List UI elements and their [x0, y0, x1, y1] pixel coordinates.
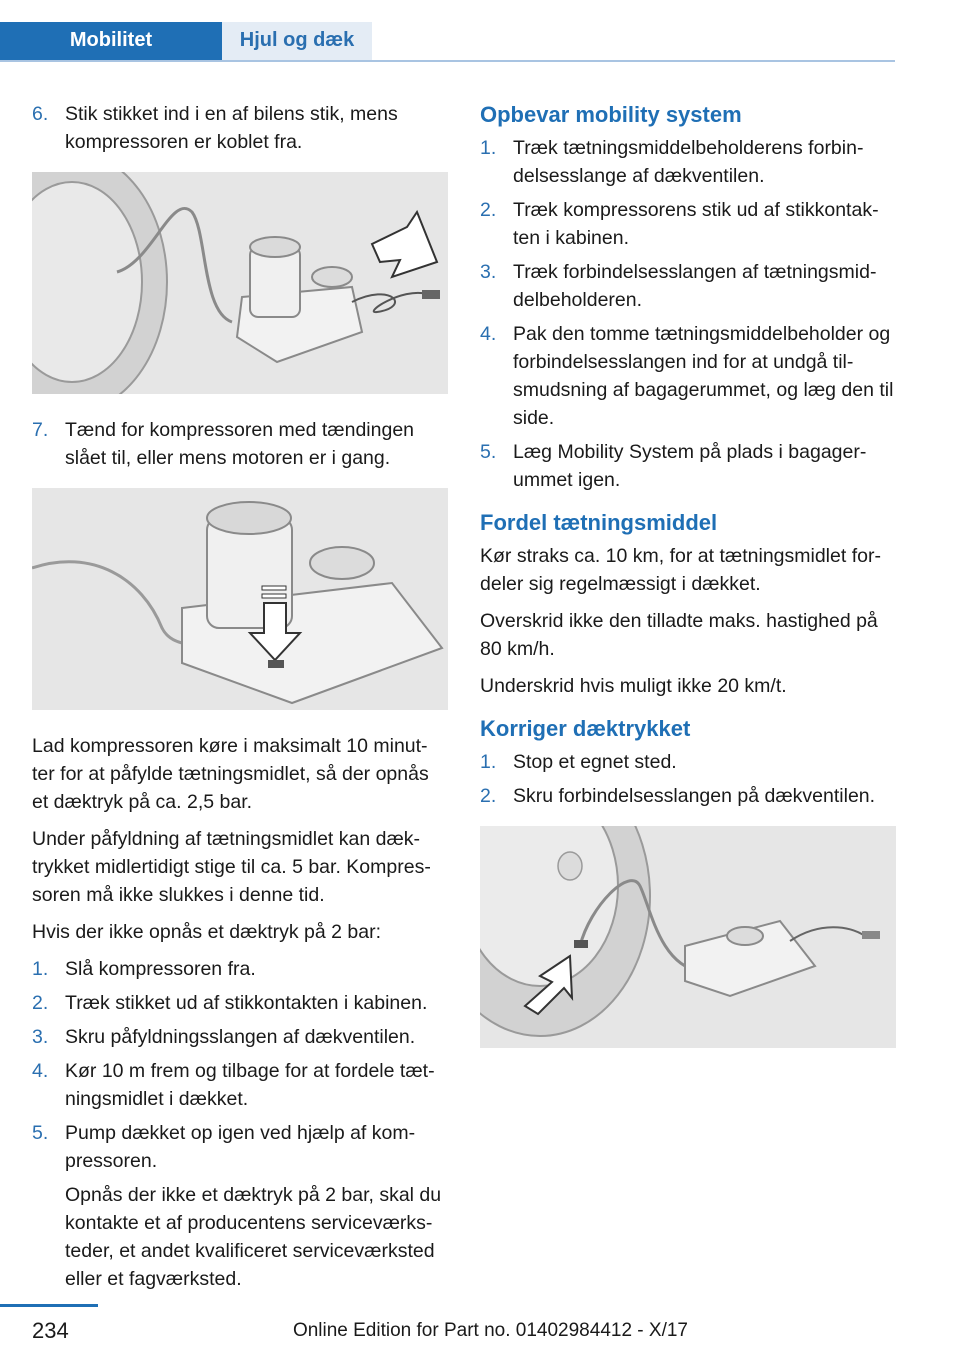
- paragraph: Underskrid hvis muligt ikke 20 km/t.: [480, 675, 787, 697]
- list-item: [32, 1119, 448, 1293]
- step-text: Slå kompressoren fra.: [65, 958, 256, 980]
- inflate-steps-middle: [32, 416, 448, 472]
- step-text: Stik stikket ind i en af bilens stik, mens kompressoren er koblet fra.: [65, 103, 398, 153]
- correct-pressure-steps: [480, 748, 896, 810]
- step-number: 4.: [32, 1060, 49, 1082]
- step-text: Pump dækket op igen ved hjælp af kom‐pressoren.: [65, 1122, 416, 1172]
- illustration-plug-in: [32, 172, 448, 394]
- tab-hjul-og-daek[interactable]: Hjul og dæk: [222, 22, 372, 60]
- step-number: 1.: [480, 137, 497, 159]
- paragraph: Under påfyldning af tætningsmidlet kan dæk‐trykket midlertidigt stige til ca. 5 bar. Kompres‐soren må ikke slukkes i denne tid.: [32, 828, 431, 906]
- left-column: [32, 100, 448, 1299]
- step-number: 5.: [32, 1122, 49, 1144]
- step-note: Opnås der ikke et dæktryk på 2 bar, skal du kontakte et af producentens serviceværks‐teder, et andet kvalificeret serviceværksted eller et fagværksted.: [65, 1184, 442, 1290]
- step-number: 2.: [480, 199, 497, 221]
- list-item: [32, 100, 448, 156]
- list-item: [480, 748, 896, 776]
- step-number: 3.: [32, 1026, 49, 1048]
- step-text: Træk tætningsmiddelbeholderens forbin‐delsesslange af dækventilen.: [513, 137, 864, 187]
- step-text: Træk forbindelsesslangen af tætningsmid‐delbeholderen.: [513, 261, 877, 311]
- step-text: Træk kompressorens stik ud af stikkontak‐ten i kabinen.: [513, 199, 879, 249]
- illustration-connect-hose: [480, 826, 896, 1048]
- right-column: [480, 100, 896, 1070]
- step-number: 3.: [480, 261, 497, 283]
- section-heading: Opbevar mobility system: [480, 102, 742, 127]
- figure-switch-on-compressor: [32, 488, 448, 710]
- step-number: 5.: [480, 441, 497, 463]
- list-item: [480, 320, 896, 432]
- list-item: [32, 416, 448, 472]
- step-number: 4.: [480, 323, 497, 345]
- list-item: [480, 782, 896, 810]
- list-item: [32, 955, 448, 983]
- list-item: [32, 1057, 448, 1113]
- paragraph: Lad kompressoren køre i maksimalt 10 minut‐ter for at påfylde tætningsmidlet, så der opnås et dæktryk på ca. 2,5 bar.: [32, 735, 429, 813]
- section-heading: Fordel tætningsmiddel: [480, 510, 718, 535]
- paragraph: Hvis der ikke opnås et dæktryk på 2 bar:: [32, 921, 381, 943]
- step-number: 1.: [32, 958, 49, 980]
- header-divider: [0, 60, 895, 62]
- paragraph: Kør straks ca. 10 km, for at tætningsmidlet for‐deler sig regelmæssigt i dækket.: [480, 545, 881, 595]
- paragraph: Overskrid ikke den tilladte maks. hastighed på 80 km/h.: [480, 610, 878, 660]
- list-item: [480, 258, 896, 314]
- step-text: Pak den tomme tætningsmiddelbeholder og forbindelsesslangen ind for at undgå til‐smudsning af bagagerummet, og læg den til side.: [513, 323, 894, 429]
- list-item: [480, 196, 896, 252]
- footer-divider: [0, 1304, 98, 1307]
- list-item: [480, 438, 896, 494]
- step-text: Kør 10 m frem og tilbage for at fordele tæt‐ningsmidlet i dækket.: [65, 1060, 435, 1110]
- step-text: Skru påfyldningsslangen af dækventilen.: [65, 1026, 416, 1048]
- edition-note: Online Edition for Part no. 01402984412 - X/17: [292, 1320, 688, 1341]
- list-item: [480, 134, 896, 190]
- step-text: Tænd for kompressoren med tændingen slået til, eller mens motoren er i gang.: [65, 419, 415, 469]
- list-item: [32, 1023, 448, 1051]
- page-number: 234: [32, 1318, 69, 1343]
- step-number: 2.: [32, 992, 49, 1014]
- step-text: Stop et egnet sted.: [513, 751, 677, 773]
- step-text: Læg Mobility System på plads i bagager‐ummet igen.: [513, 441, 867, 491]
- list-item: [32, 989, 448, 1017]
- section-heading: Korriger dæktrykket: [480, 716, 691, 741]
- step-text: Træk stikket ud af stikkontakten i kabinen.: [65, 992, 428, 1014]
- figure-connect-hose-to-valve: [480, 826, 896, 1048]
- step-number: 6.: [32, 103, 49, 125]
- header-tabs: [0, 0, 895, 62]
- step-number: 2.: [480, 785, 497, 807]
- step-text: Skru forbindelsesslangen på dækventilen.: [513, 785, 876, 807]
- storage-steps: [480, 134, 896, 494]
- step-number: 7.: [32, 419, 49, 441]
- illustration-switch-on: [32, 488, 448, 710]
- figure-plug-in-compressor: [32, 172, 448, 394]
- step-number: 1.: [480, 751, 497, 773]
- inflate-steps-top: [32, 100, 448, 156]
- tab-mobilitet[interactable]: Mobilitet: [0, 22, 222, 60]
- fallback-steps: [32, 955, 448, 1293]
